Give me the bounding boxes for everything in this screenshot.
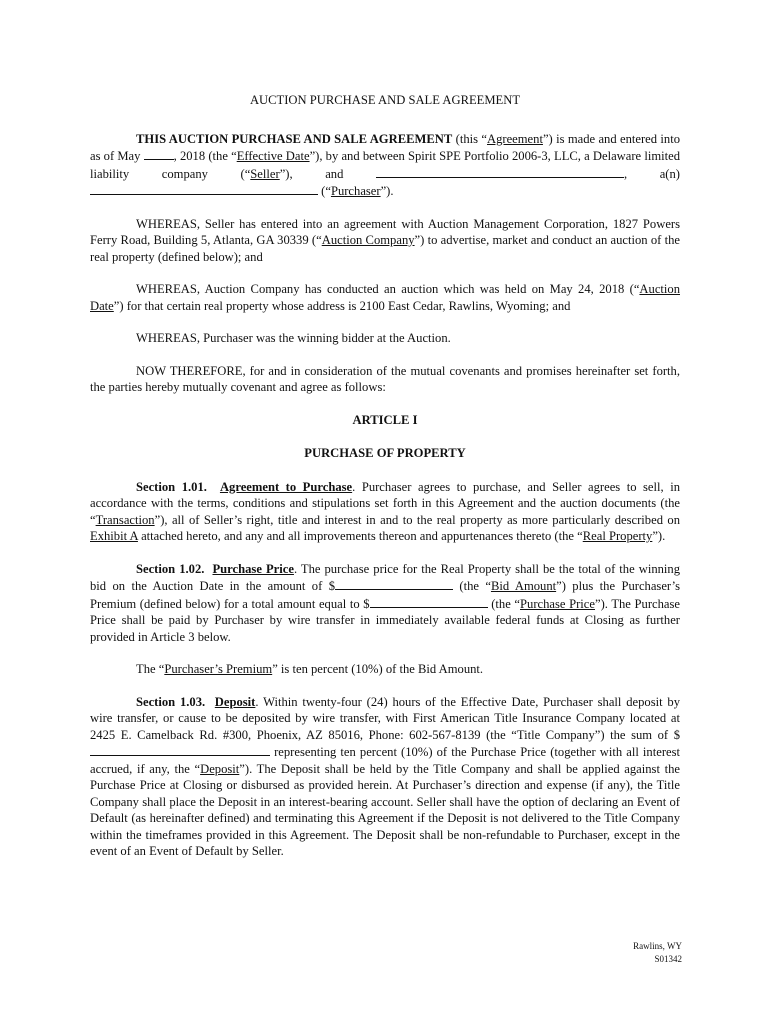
- whereas-auction-date: [90, 281, 680, 314]
- text-run: . Purchaser agrees to purchase, and Seller agrees to sell, in accordance with the terms, conditions and stipulations set forth in this Agreement and the auction documents (the “: [90, 479, 680, 527]
- text-run: ”), by and between Spirit SPE Portfolio 2006-3, LLC, a Delaware limited liability company (“: [90, 149, 680, 181]
- intro-paragraph: [90, 131, 680, 200]
- defined-term-real-property: Real Property: [582, 529, 653, 543]
- text-run: (the “: [487, 596, 521, 611]
- text-run: representing ten percent (10%) of the Purchase Price (together with all interest accrued, if any, the “: [90, 745, 680, 776]
- text-run: WHEREAS, Seller has entered into an agreement with Auction Management Corporation, 1827 Powers Ferry Road, Building 5, Atlanta, GA 30339 (“: [90, 216, 680, 247]
- text-run: WHEREAS, Auction Company has conducted an auction which was held on May 24, 2018 (“: [136, 282, 640, 296]
- section-1-03: [90, 694, 680, 860]
- defined-term-bid-amount: Bid Amount: [490, 579, 557, 593]
- defined-term-effective-date: Effective Date: [236, 149, 310, 163]
- section-number: Section 1.01.: [136, 479, 207, 494]
- defined-term-purchaser: Purchaser: [330, 184, 381, 198]
- text-run: ”).: [380, 184, 394, 198]
- section-heading: Purchase Price: [212, 561, 294, 576]
- total-amount-blank: [370, 595, 488, 608]
- defined-term-agreement: Agreement: [487, 131, 543, 146]
- purchasers-premium-paragraph: [90, 661, 680, 678]
- text-run: , a(n): [623, 166, 680, 181]
- text-run: ”) for that certain real property whose address is 2100 East Cedar, Rawlins, Wyoming; and: [113, 298, 571, 313]
- defined-term-auction-company: Auction Company: [321, 233, 415, 247]
- defined-term-deposit: Deposit: [200, 761, 240, 776]
- defined-term-purchase-price: Purchase Price: [520, 596, 595, 611]
- document-body: [90, 92, 680, 876]
- article-title: PURCHASE OF PROPERTY: [304, 446, 466, 460]
- intro-lead: THIS AUCTION PURCHASE AND SALE AGREEMENT: [136, 131, 453, 146]
- section-heading: Deposit: [214, 694, 256, 709]
- text-run: attached hereto, and any and all improvements thereon and appurtenances thereto (the “: [137, 529, 583, 543]
- text-run: The “: [136, 662, 165, 676]
- text-run: (the “: [453, 579, 491, 593]
- section-1-02: [90, 561, 680, 646]
- footer-location: Rawlins, WY: [633, 941, 682, 951]
- text-run: (this “: [452, 131, 487, 146]
- text-run: ” is ten percent (10%) of the Bid Amount.: [272, 662, 484, 676]
- document-title: AUCTION PURCHASE AND SALE AGREEMENT: [249, 93, 521, 107]
- text-run: ”).: [652, 529, 666, 543]
- section-1-01: [90, 479, 680, 545]
- text-run: ”). The Purchase Price shall be paid by Purchaser by wire transfer in immediately available federal funds at Closing as further provided in Article 3 below.: [90, 596, 680, 644]
- deposit-amount-blank: [90, 743, 270, 756]
- text-run: ”), all of Seller’s right, title and interest in and to the real property as more particularly described on: [154, 512, 680, 527]
- date-blank: [144, 147, 174, 160]
- whereas-auction-company: [90, 216, 680, 266]
- footer-code: S01342: [654, 954, 682, 964]
- text-run: ”) plus the Purchaser’s Premium (defined below) for a total amount equal to $: [90, 579, 680, 611]
- bid-amount-blank: [335, 577, 453, 590]
- purchaser-name-blank: [376, 165, 624, 178]
- defined-term-seller: Seller: [250, 166, 280, 181]
- text-run: . The purchase price for the Real Property shall be the total of the winning bid on the Auction Date in the amount of $: [90, 561, 681, 593]
- exhibit-reference: Exhibit A: [90, 529, 138, 543]
- section-number: Section 1.02.: [136, 561, 205, 576]
- section-heading: Agreement to Purchase: [219, 479, 353, 494]
- text-run: (“: [318, 184, 331, 198]
- whereas-winning-bidder: WHEREAS, Purchaser was the winning bidder at the Auction.: [136, 331, 451, 345]
- defined-term-purchasers-premium: Purchaser’s Premium: [164, 662, 273, 676]
- defined-term-transaction: Transaction: [95, 512, 155, 527]
- entity-type-blank: [90, 182, 318, 195]
- page-footer: [633, 940, 682, 966]
- article-number: ARTICLE I: [352, 412, 418, 427]
- now-therefore-paragraph: NOW THEREFORE, for and in consideration of the mutual covenants and promises hereinafter set forth, the parties hereby mutually covenant and agree as follows:: [90, 363, 680, 394]
- text-run: , 2018 (the “: [173, 149, 237, 163]
- text-run: ”) is made and entered into as of May: [90, 131, 681, 163]
- text-run: ”) to advertise, market and conduct an auction of the real property (defined below); and: [90, 233, 680, 264]
- text-run: ”), and: [279, 166, 376, 181]
- text-run: ”). The Deposit shall be held by the Title Company and shall be applied against the Purchase Price at Closing or disbursed as provided herein. At Purchaser’s direction and expense (if any), the Title Company shall place the Deposit in an interest-bearing account. Seller shall have the option of declaring an Event of Default (as hereinafter defined) and terminating this Agreement if the Deposit is not delivered to the Title Company within the timeframes provided in this Agreement. The Deposit shall be non-refundable to Purchaser, except in the event of an Event of Default by Seller.: [90, 761, 680, 858]
- section-number: Section 1.03.: [136, 694, 206, 709]
- defined-term-auction-date: Auction Date: [90, 282, 680, 313]
- text-run: . Within twenty-four (24) hours of the Effective Date, Purchaser shall deposit by wire transfer, or cause to be deposited by wire transfer, with First American Title Insurance Company located at 2425 E. Camelback Rd. #300, Phoenix, AZ 85016, Phone: 602-567-8139 (the “Title Company”) the sum of $: [90, 694, 680, 742]
